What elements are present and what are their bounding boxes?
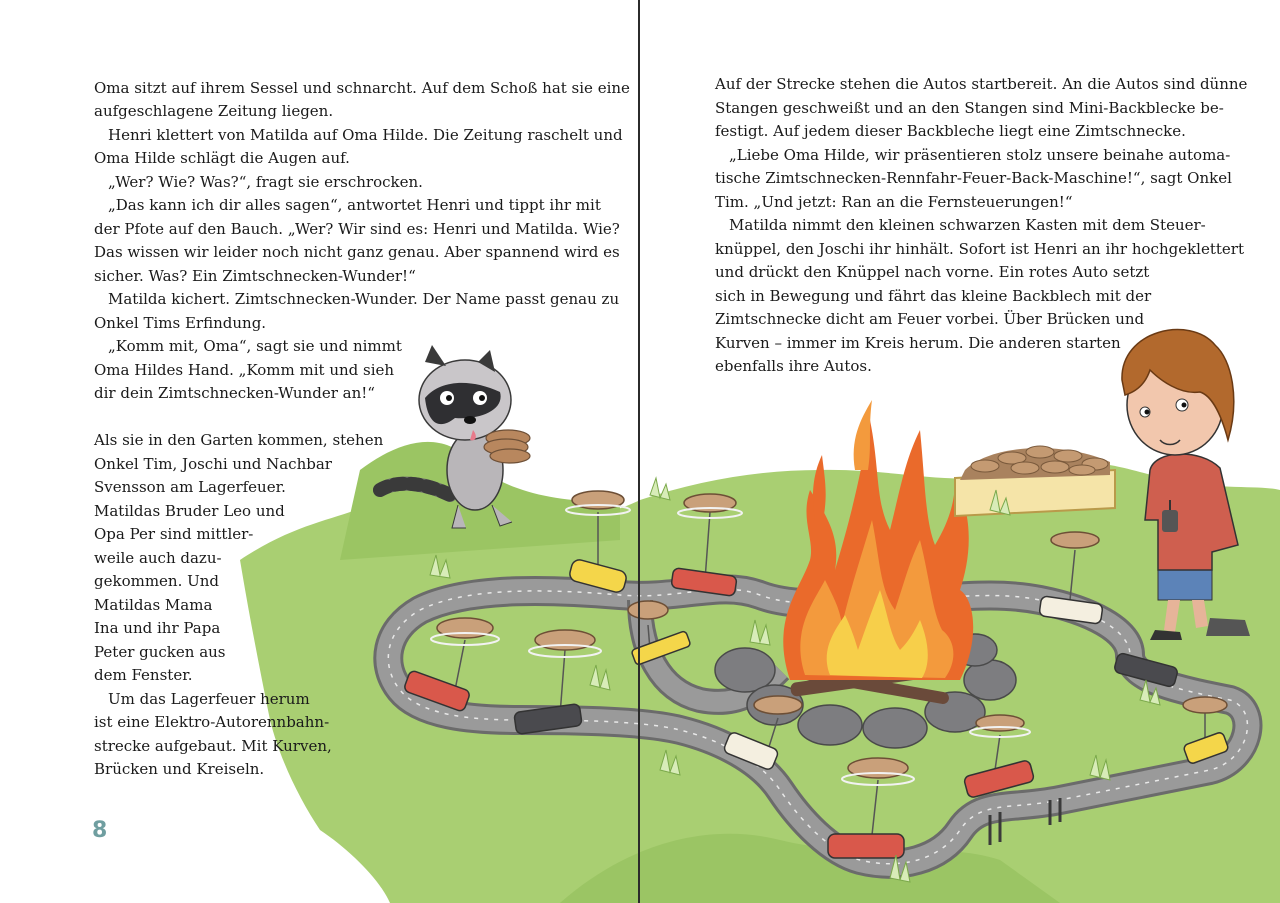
text-line: Stangen geschweißt und an den Stangen sind Mini-Backblecke be-	[715, 99, 1224, 117]
text-line: Auf der Strecke stehen die Autos startbereit. An die Autos sind dünne	[715, 75, 1248, 93]
text-line: ebenfalls ihre Autos.	[715, 357, 872, 375]
basket-of-rolls	[955, 446, 1115, 516]
text-line: Oma Hilde schlägt die Augen auf.	[94, 149, 350, 167]
text-line: „Liebe Oma Hilde, wir präsentieren stolz unsere beinahe automa-	[729, 146, 1231, 164]
text-line: Svensson am Lagerfeuer.	[94, 478, 286, 496]
text-line: tische Zimtschnecken-Rennfahr-Feuer-Back-Maschine!“, sagt Onkel	[715, 169, 1232, 187]
text-line: Matildas Mama	[94, 596, 213, 614]
text-line: Matildas Bruder Leo und	[94, 502, 285, 520]
text-line: dir dein Zimtschnecken-Wunder an!“	[94, 384, 375, 402]
campfire	[783, 400, 973, 680]
text-line: ist eine Elektro-Autorennbahn-	[94, 713, 330, 731]
book-gutter	[638, 0, 640, 903]
text-line: Onkel Tims Erfindung.	[94, 314, 267, 332]
text-line: Peter gucken aus	[94, 643, 226, 661]
text-line: Matilda kichert. Zimtschnecken-Wunder. Der Name passt genau zu	[108, 290, 620, 308]
text-line: der Pfote auf den Bauch. „Wer? Wir sind es: Henri und Matilda. Wie?	[94, 220, 620, 238]
text-line: Brücken und Kreiseln.	[94, 760, 265, 778]
page-number: 8	[92, 818, 108, 843]
text-line: Oma Hildes Hand. „Komm mit und sieh	[94, 361, 395, 379]
text-line: Oma sitzt auf ihrem Sessel und schnarcht. Auf dem Schoß hat sie eine	[94, 79, 630, 97]
text-line: Kurven – immer im Kreis herum. Die anderen starten	[715, 334, 1121, 352]
text-line: Ina und ihr Papa	[94, 619, 221, 637]
text-line: gekommen. Und	[94, 572, 220, 590]
text-line: sich in Bewegung und fährt das kleine Backblech mit der	[715, 287, 1152, 305]
text-line: „Das kann ich dir alles sagen“, antwortet Henri und tippt ihr mit	[108, 196, 601, 214]
text-line: Als sie in den Garten kommen, stehen	[94, 431, 384, 449]
text-line: Onkel Tim, Joschi und Nachbar	[94, 455, 332, 473]
text-line: Tim. „Und jetzt: Ran an die Fernsteuerungen!“	[715, 193, 1073, 211]
text-line: Opa Per sind mittler-	[94, 525, 254, 543]
text-line: dem Fenster.	[94, 666, 193, 684]
text-line: Das wissen wir leider noch nicht ganz genau. Aber spannend wird es	[94, 243, 620, 261]
text-line: knüppel, den Joschi ihr hinhält. Sofort ist Henri an ihr hochgeklettert	[715, 240, 1244, 258]
text-line: sicher. Was? Ein Zimtschnecken-Wunder!“	[94, 267, 416, 285]
text-line: und drückt den Knüppel nach vorne. Ein rotes Auto setzt	[715, 263, 1150, 281]
text-line: Henri klettert von Matilda auf Oma Hilde. Die Zeitung raschelt und	[108, 126, 623, 144]
text-line: festigt. Auf jedem dieser Backbleche liegt eine Zimtschnecke.	[715, 122, 1186, 140]
text-line: Zimtschnecke dicht am Feuer vorbei. Über Brücken und	[715, 310, 1145, 328]
text-line: Um das Lagerfeuer herum	[108, 690, 310, 708]
text-line: aufgeschlagene Zeitung liegen.	[94, 102, 334, 120]
text-line: Matilda nimmt den kleinen schwarzen Kasten mit dem Steuer-	[729, 216, 1206, 234]
text-line: weile auch dazu-	[94, 549, 222, 567]
text-line: „Komm mit, Oma“, sagt sie und nimmt	[108, 337, 402, 355]
text-line: strecke aufgebaut. Mit Kurven,	[94, 737, 332, 755]
text-line: „Wer? Wie? Was?“, fragt sie erschrocken.	[108, 173, 423, 191]
